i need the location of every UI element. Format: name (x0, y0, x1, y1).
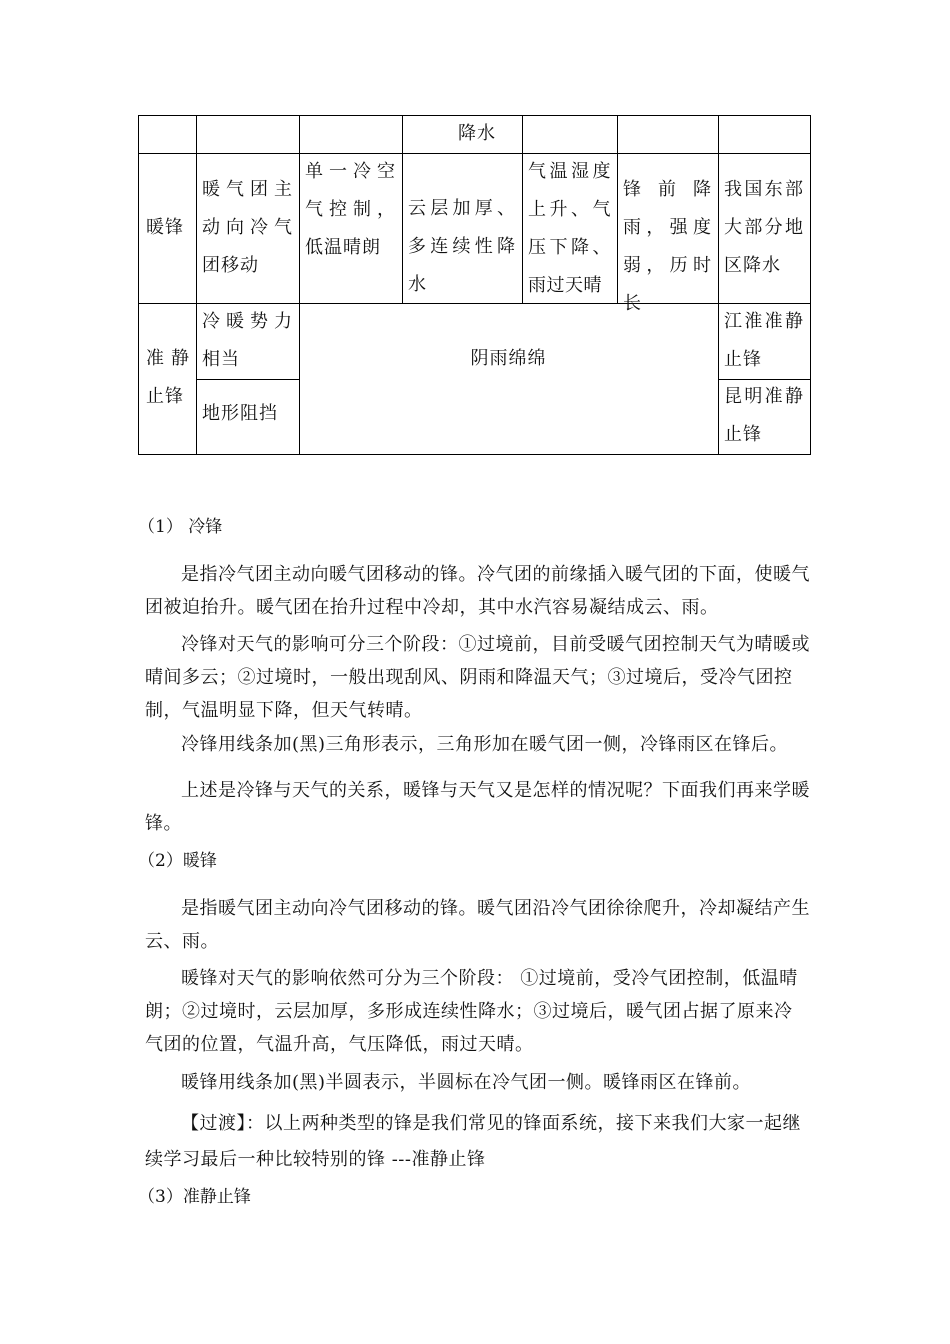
table-rule (196, 379, 299, 380)
paragraph-cold-front-definition: 是指冷气团主动向暖气团移动的锋。冷气团的前缘插入暖气团的下面，使暖气团被迫抬升。暖气团在抬升过程中冷却，其中水汽容易凝结成云、雨。 (145, 564, 810, 618)
table-rule (138, 115, 139, 455)
table-cell-warm-front: 暖锋 (146, 217, 184, 238)
table-cell-warm-definition: 暖气团主动向冷气团移动 (202, 179, 293, 276)
paragraph-cold-front-stages: 冷锋对天气的影响可分三个阶段：①过境前，目前受暖气团控制天气为晴暖或晴间多云；②过境时，一般出现刮风、阴雨和降温天气；③过境后，受冷气团控制，气温明显下降，但天气转晴。 (145, 634, 810, 721)
section-heading-warm-front: （2）暖锋 (138, 851, 217, 871)
table-rule (138, 153, 810, 154)
section-heading-cold-front: （1） 冷锋 (138, 517, 223, 537)
table-cell-warm-example: 我国东部大部分地区降水 (724, 179, 804, 276)
table-cell-warm-before: 单一冷空气控制，低温晴朗 (305, 161, 396, 258)
table-cell-stationary-weather: 阴雨绵绵 (470, 348, 547, 369)
table-cell-warm-during: 云层加厚、多连续性降水 (408, 198, 516, 295)
front-comparison-table (138, 115, 811, 455)
table-cell-stationary-cause-balance: 冷暖势力相当 (202, 311, 293, 370)
paragraph-cold-front-symbol: 冷锋用线条加(黑)三角形表示，三角形加在暖气团一侧，冷锋雨区在锋后。 (181, 734, 789, 755)
table-cell-warm-after: 气温湿度上升、气压下降、雨过天晴 (528, 161, 611, 296)
paragraph-warm-front-definition: 是指暖气团主动向冷气团移动的锋。暖气团沿冷气团徐徐爬升，冷却凝结产生云、雨。 (145, 898, 810, 952)
table-cell-stationary-example-jianghuai: 江淮准静止锋 (724, 311, 804, 370)
table-cell-precipitation: 降水 (458, 123, 496, 144)
table-rule (138, 454, 810, 455)
paragraph-cold-front-summary: 上述是冷锋与天气的关系，暖锋与天气又是怎样的情况呢？下面我们再来学暖锋。 (145, 780, 810, 834)
table-cell-warm-rain: 锋前降雨，强度弱，历时长 (623, 179, 712, 314)
table-cell-stationary-example-kunming: 昆明准静止锋 (724, 386, 804, 445)
table-cell-stationary-front: 准静止锋 (146, 348, 190, 407)
table-cell-stationary-cause-terrain: 地形阻挡 (202, 403, 278, 424)
paragraph-warm-front-symbol: 暖锋用线条加(黑)半圆表示，半圆标在冷气团一侧。暖锋雨区在锋前。 (181, 1072, 752, 1093)
paragraph-transition: 【过渡】：以上两种类型的锋是我们常见的锋面系统，接下来我们大家一起继续学习最后一种比较特别的锋 ---准静止锋 (145, 1113, 801, 1170)
section-heading-stationary-front: （3）准静止锋 (138, 1187, 251, 1207)
paragraph-warm-front-stages: 暖锋对天气的影响依然可分为三个阶段： ①过境前，受冷气团控制，低温晴朗；②过境时，云层加厚，多形成连续性降水；③过境后，暖气团占据了原来冷气团的位置，气温升高，气压降低，雨过天晴。 (145, 968, 798, 1055)
